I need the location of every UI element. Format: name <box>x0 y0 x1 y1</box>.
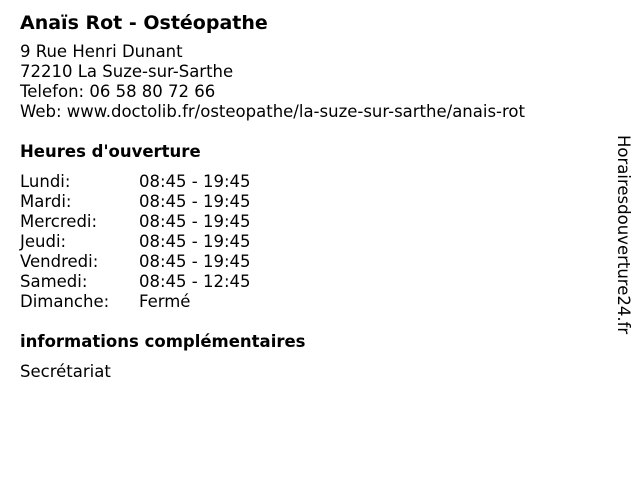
business-name: Anaïs Rot - Ostéopathe <box>20 12 268 34</box>
hours-time: 08:45 - 19:45 <box>139 192 251 211</box>
address-line-2: 72210 La Suze-sur-Sarthe <box>20 62 234 81</box>
hours-day: Vendredi: <box>20 252 99 271</box>
hours-row-wednesday <box>20 212 600 232</box>
hours-time: 08:45 - 19:45 <box>139 252 251 271</box>
additional-info-text: Secrétariat <box>20 362 111 381</box>
hours-day: Jeudi: <box>20 232 67 251</box>
hours-day: Mercredi: <box>20 212 98 231</box>
hours-time: 08:45 - 19:45 <box>139 232 251 251</box>
additional-info-heading: informations complémentaires <box>20 332 306 351</box>
hours-time: Fermé <box>139 292 191 311</box>
hours-day: Samedi: <box>20 272 88 291</box>
address-line-1: 9 Rue Henri Dunant <box>20 42 183 61</box>
hours-row-saturday <box>20 272 600 292</box>
hours-row-monday <box>20 172 600 192</box>
hours-row-sunday <box>20 292 600 312</box>
phone-number: Telefon: 06 58 80 72 66 <box>20 82 216 101</box>
opening-hours-heading: Heures d'ouverture <box>20 142 201 161</box>
website-url: Web: www.doctolib.fr/osteopathe/la-suze-sur-sarthe/anais-rot <box>20 102 525 121</box>
hours-time: 08:45 - 19:45 <box>139 212 251 231</box>
hours-time: 08:45 - 19:45 <box>139 172 251 191</box>
business-card <box>20 10 600 382</box>
site-watermark: Horairesdouverture24.fr <box>614 135 633 335</box>
hours-day: Lundi: <box>20 172 71 191</box>
hours-row-tuesday <box>20 192 600 212</box>
hours-day: Dimanche: <box>20 292 110 311</box>
hours-day: Mardi: <box>20 192 72 211</box>
hours-row-thursday <box>20 232 600 252</box>
opening-hours-table <box>20 172 600 312</box>
hours-time: 08:45 - 12:45 <box>139 272 251 291</box>
hours-row-friday <box>20 252 600 272</box>
